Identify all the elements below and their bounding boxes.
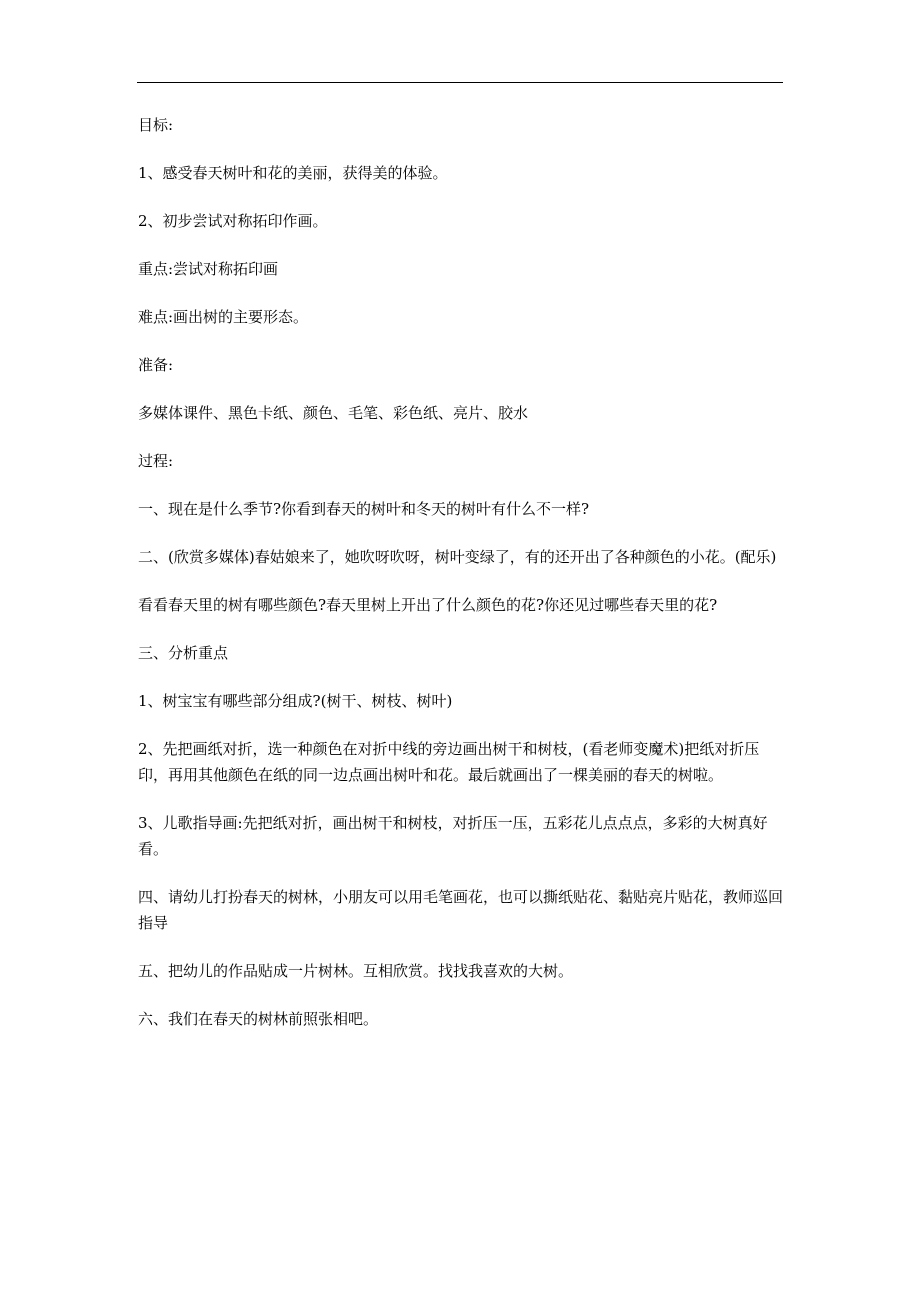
analysis-item-2: 2、先把画纸对折，选一种颜色在对折中线的旁边画出树干和树枝，(看老师变魔术)把纸对折压印，再用其他颜色在纸的同一边点画出树叶和花。最后就画出了一棵美丽的春天的树啦。 (138, 740, 760, 784)
difficult-point: 难点:画出树的主要形态。 (138, 308, 309, 326)
goal-item-1: 1、感受春天树叶和花的美丽，获得美的体验。 (138, 164, 448, 182)
process-step-5: 五、把幼儿的作品贴成一片树林。互相欣赏。找找我喜欢的大树。 (138, 962, 574, 980)
section-heading-goals: 目标: (138, 116, 174, 134)
process-step-3: 三、分析重点 (138, 644, 229, 662)
section-heading-process: 过程: (138, 452, 174, 470)
section-heading-preparation: 准备: (138, 356, 174, 374)
document-body (138, 112, 788, 1054)
process-step-6: 六、我们在春天的树林前照张相吧。 (138, 1010, 379, 1028)
process-step-2: 二、(欣赏多媒体)春姑娘来了，她吹呀吹呀，树叶变绿了，有的还开出了各种颜色的小花。(配乐) (138, 548, 777, 566)
process-step-2-questions: 看看春天里的树有哪些颜色?春天里树上开出了什么颜色的花?你还见过哪些春天里的花? (138, 596, 718, 614)
analysis-item-1: 1、树宝宝有哪些部分组成?(树干、树枝、树叶) (138, 692, 453, 710)
materials-list: 多媒体课件、黑色卡纸、颜色、毛笔、彩色纸、亮片、胶水 (138, 404, 529, 422)
analysis-item-3: 3、儿歌指导画:先把纸对折，画出树干和树枝，对折压一压，五彩花儿点点点，多彩的大树真好看。 (138, 814, 768, 858)
key-point: 重点:尝试对称拓印画 (138, 260, 279, 278)
goal-item-2: 2、初步尝试对称拓印作画。 (138, 212, 328, 230)
process-step-4: 四、请幼儿打扮春天的树林，小朋友可以用毛笔画花，也可以撕纸贴花、黏贴亮片贴花，教师巡回指导 (138, 888, 784, 932)
process-step-1: 一、现在是什么季节?你看到春天的树叶和冬天的树叶有什么不一样? (138, 500, 590, 518)
header-rule (137, 82, 783, 83)
